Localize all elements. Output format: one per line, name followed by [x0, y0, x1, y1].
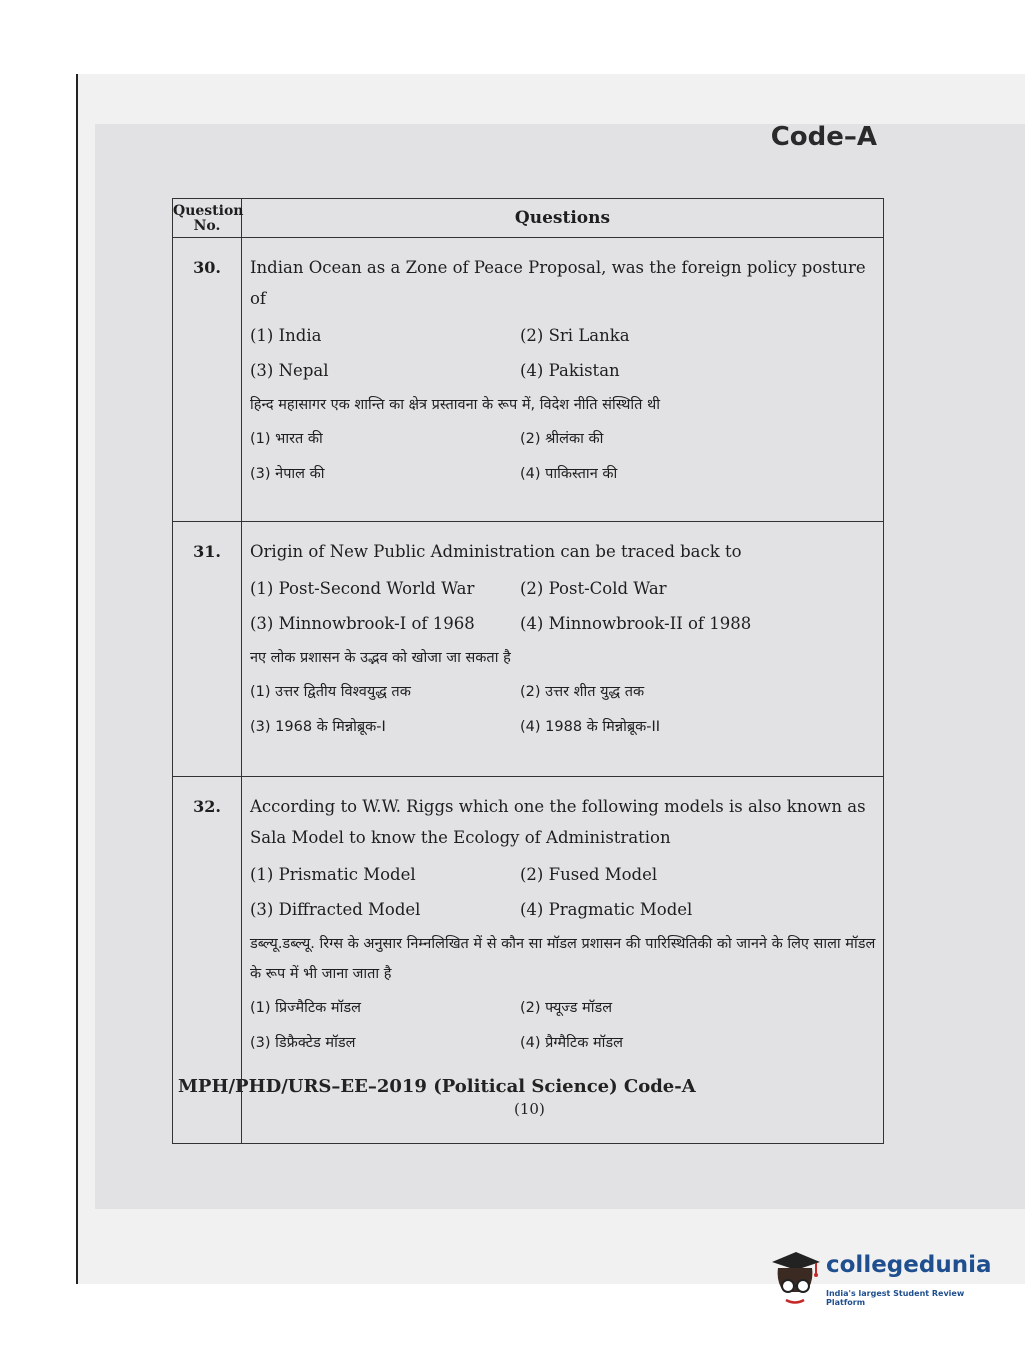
question-number: 32.	[173, 777, 242, 1144]
option-en: (2) Post-Cold War	[520, 579, 667, 598]
question-row	[173, 522, 884, 777]
question-text-en: Origin of New Public Administration can be traced back to	[250, 542, 742, 561]
question-text-hi: नए लोक प्रशासन के उद्भव को खोजा जा सकता है	[250, 650, 511, 666]
option-hi: (2) फ्यूज्ड मॉडल	[520, 1000, 613, 1016]
option-en: (4) Minnowbrook-II of 1988	[520, 614, 752, 633]
option-hi: (4) 1988 के मिन्नोब्रूक-II	[520, 719, 661, 735]
question-number: 31.	[173, 522, 242, 777]
option-en: (1) Prismatic Model	[250, 865, 416, 884]
option-hi: (1) प्रिज्मैटिक मॉडल	[250, 1000, 361, 1016]
option-hi: (4) प्रैग्मैटिक मॉडल	[520, 1035, 623, 1051]
option-en: (1) India	[250, 326, 322, 345]
option-hi: (3) डिफ्रैक्टेड मॉडल	[250, 1035, 356, 1051]
question-text-hi: डब्ल्यू.डब्ल्यू. रिग्स के अनुसार निम्नलिखित में से कौन सा मॉडल प्रशासन की पारिस्थितिकी को जानने के लिए साला मॉडल के रूप में भी जाना जाता है	[250, 936, 876, 982]
option-hi: (1) उत्तर द्वितीय विश्वयुद्ध तक	[250, 684, 411, 700]
option-en: (4) Pakistan	[520, 361, 620, 380]
question-row	[173, 238, 884, 522]
logo-name: collegedunia	[826, 1252, 992, 1278]
logo-tagline: India's largest Student Review Platform	[826, 1289, 965, 1307]
question-text-hi: हिन्द महासागर एक शान्ति का क्षेत्र प्रस्तावना के रूप में, विदेश नीति संस्थिति थी	[250, 397, 660, 413]
paper-code: Code–A	[770, 122, 877, 152]
option-en: (3) Diffracted Model	[250, 900, 421, 919]
option-hi: (3) नेपाल की	[250, 466, 325, 482]
option-en: (1) Post-Second World War	[250, 579, 475, 598]
option-hi: (4) पाकिस्तान की	[520, 466, 618, 482]
option-hi: (2) श्रीलंका की	[520, 431, 604, 447]
option-en: (3) Nepal	[250, 361, 329, 380]
column-header-questions: Questions	[242, 199, 884, 238]
option-en: (3) Minnowbrook-I of 1968	[250, 614, 475, 633]
question-text-en: Indian Ocean as a Zone of Peace Proposal, was the foreign policy posture of	[250, 258, 866, 308]
option-en: (4) Pragmatic Model	[520, 900, 693, 919]
option-en: (2) Sri Lanka	[520, 326, 630, 345]
option-hi: (2) उत्तर शीत युद्ध तक	[520, 684, 645, 700]
option-hi: (3) 1968 के मिन्नोब्रूक-I	[250, 719, 386, 735]
question-number: 30.	[173, 238, 242, 522]
collegedunia-logo[interactable]	[766, 1248, 996, 1308]
page-number: (10)	[514, 1100, 545, 1118]
option-hi: (1) भारत की	[250, 431, 323, 447]
column-header-no: Question No.	[173, 199, 242, 238]
question-text-en: According to W.W. Riggs which one the following models is also known as Sala Model to know the Ecology of Administration	[250, 797, 866, 847]
exam-footer: MPH/PHD/URS–EE–2019 (Political Science) Code-A	[178, 1076, 696, 1097]
option-en: (2) Fused Model	[520, 865, 658, 884]
question-table	[172, 198, 884, 1144]
graduate-mascot-icon	[766, 1248, 824, 1308]
